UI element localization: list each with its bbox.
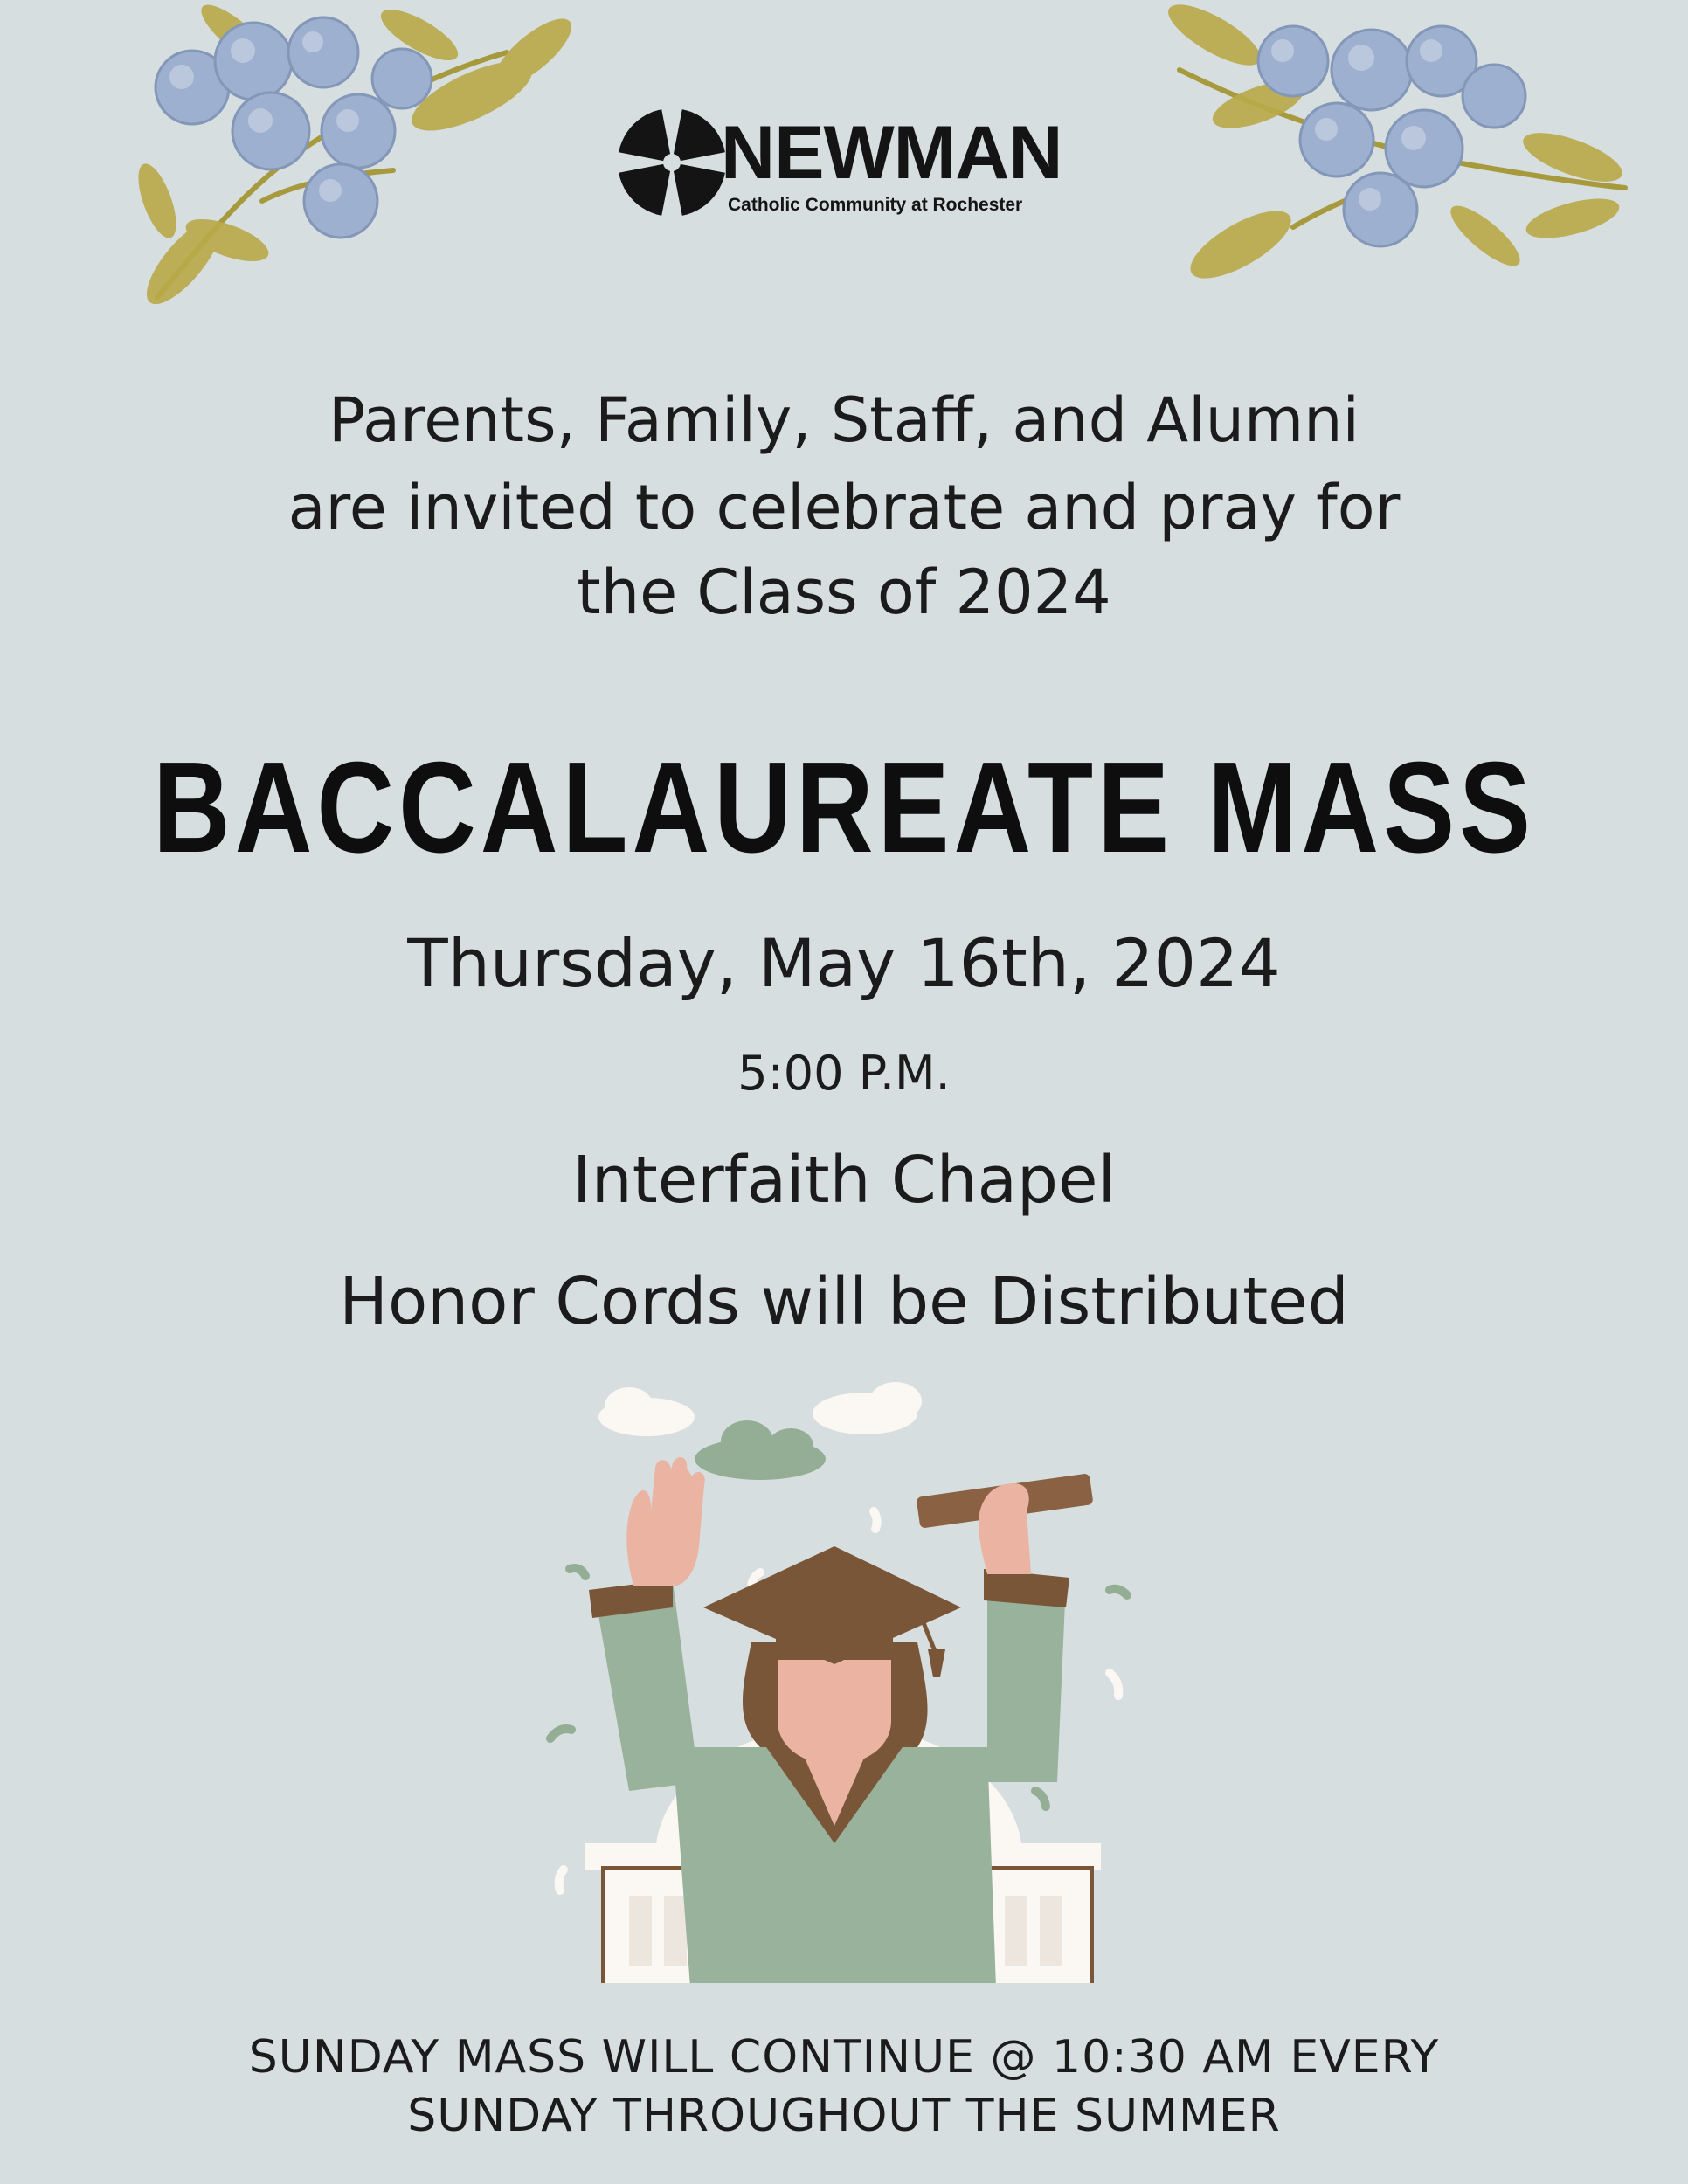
event-location: Interfaith Chapel	[571, 1143, 1117, 1218]
footer-line-1: SUNDAY MASS WILL CONTINUE @ 10:30 AM EVERY	[248, 2031, 1440, 2084]
event-note: Honor Cords will be Distributed	[339, 1264, 1349, 1339]
graduate-celebrating-icon	[498, 1372, 1197, 1983]
cross-pattee-icon	[616, 107, 728, 218]
event-date: Thursday, May 16th, 2024	[407, 924, 1281, 1002]
invitation-line-1: Parents, Family, Staff, and Alumni	[329, 384, 1359, 456]
graduation-cap-icon	[703, 1546, 961, 1677]
blueberry-branch-left-icon	[131, 0, 585, 314]
organization-subtitle: Catholic Community at Rochester	[728, 195, 1023, 215]
footer-line-2: SUNDAY THROUGHOUT THE SUMMER	[407, 2090, 1281, 2142]
event-time: 5:00 P.M.	[737, 1046, 951, 1101]
invitation-line-3: the Class of 2024	[577, 556, 1111, 628]
event-title: BACCALAUREATE MASS	[153, 736, 1535, 880]
organization-name: NEWMAN	[721, 111, 1062, 195]
organization-logo	[616, 107, 1088, 229]
invitation-line-2: are invited to celebrate and pray for	[287, 472, 1401, 543]
blueberry-branch-right-icon	[1162, 0, 1634, 306]
